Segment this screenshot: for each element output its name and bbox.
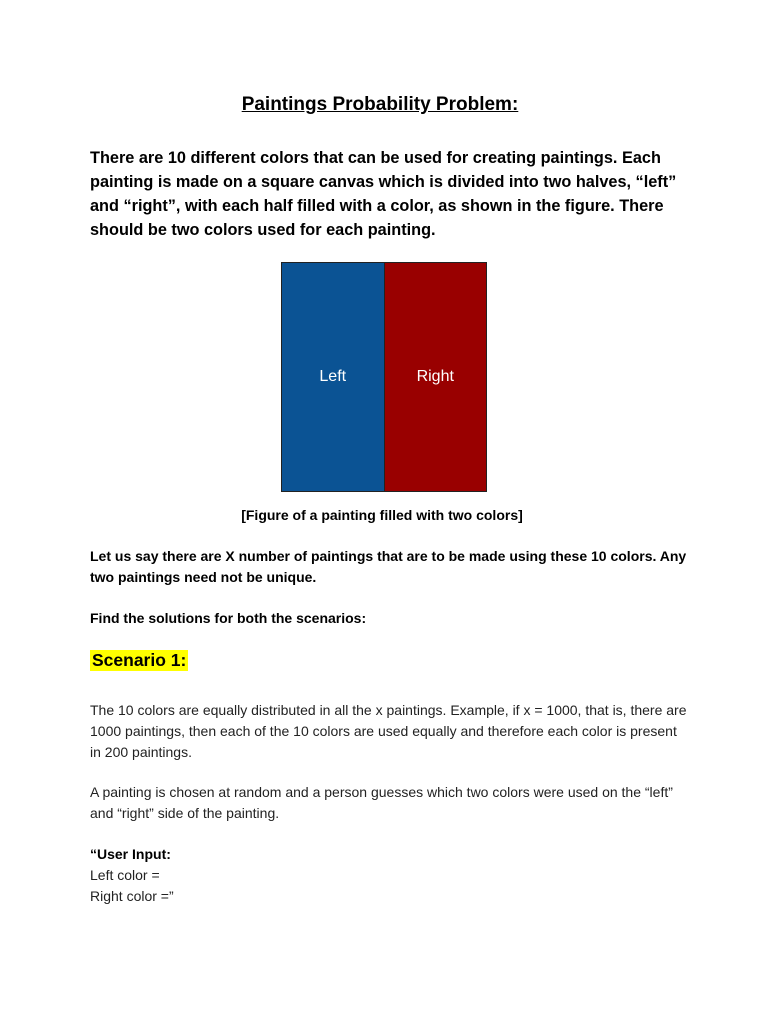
paragraph-find-solutions: Find the solutions for both the scenarios: — [90, 610, 367, 626]
painting-right-half — [385, 263, 487, 491]
right-color-line: Right color =” — [90, 888, 174, 904]
paragraph-x-paintings: Let us say there are X number of paintings that are to be made using these 10 colors. Any two paintings need not be unique. — [90, 548, 687, 585]
document-title: Paintings Probability Problem: — [241, 94, 519, 115]
painting-left-half — [282, 263, 385, 491]
user-input-block — [90, 844, 690, 907]
intro-paragraph: There are 10 different colors that can be used for creating paintings. Each painting is made on a square canvas which is divided into two halves, “left” and “right”, with each half filled with a color, as shown in the figure. There should be two colors used for each painting. — [90, 149, 677, 239]
right-label: Right — [416, 368, 454, 385]
scenario-guess-paragraph: A painting is chosen at random and a person guesses which two colors were used on the “left” and “right” side of the painting. — [90, 784, 673, 821]
left-label: Left — [319, 368, 347, 385]
painting-figure — [281, 262, 487, 492]
user-input-heading: “User Input: — [90, 846, 171, 862]
left-color-line: Left color = — [90, 867, 160, 883]
scenario-description: The 10 colors are equally distributed in all the x paintings. Example, if x = 1000, that is, there are 1000 paintings, then each of the 10 colors are used equally and therefore each color is present in 200 paintings. — [90, 702, 687, 760]
figure-caption: [Figure of a painting filled with two colors] — [241, 507, 523, 523]
scenario-heading: Scenario 1: — [92, 650, 187, 670]
